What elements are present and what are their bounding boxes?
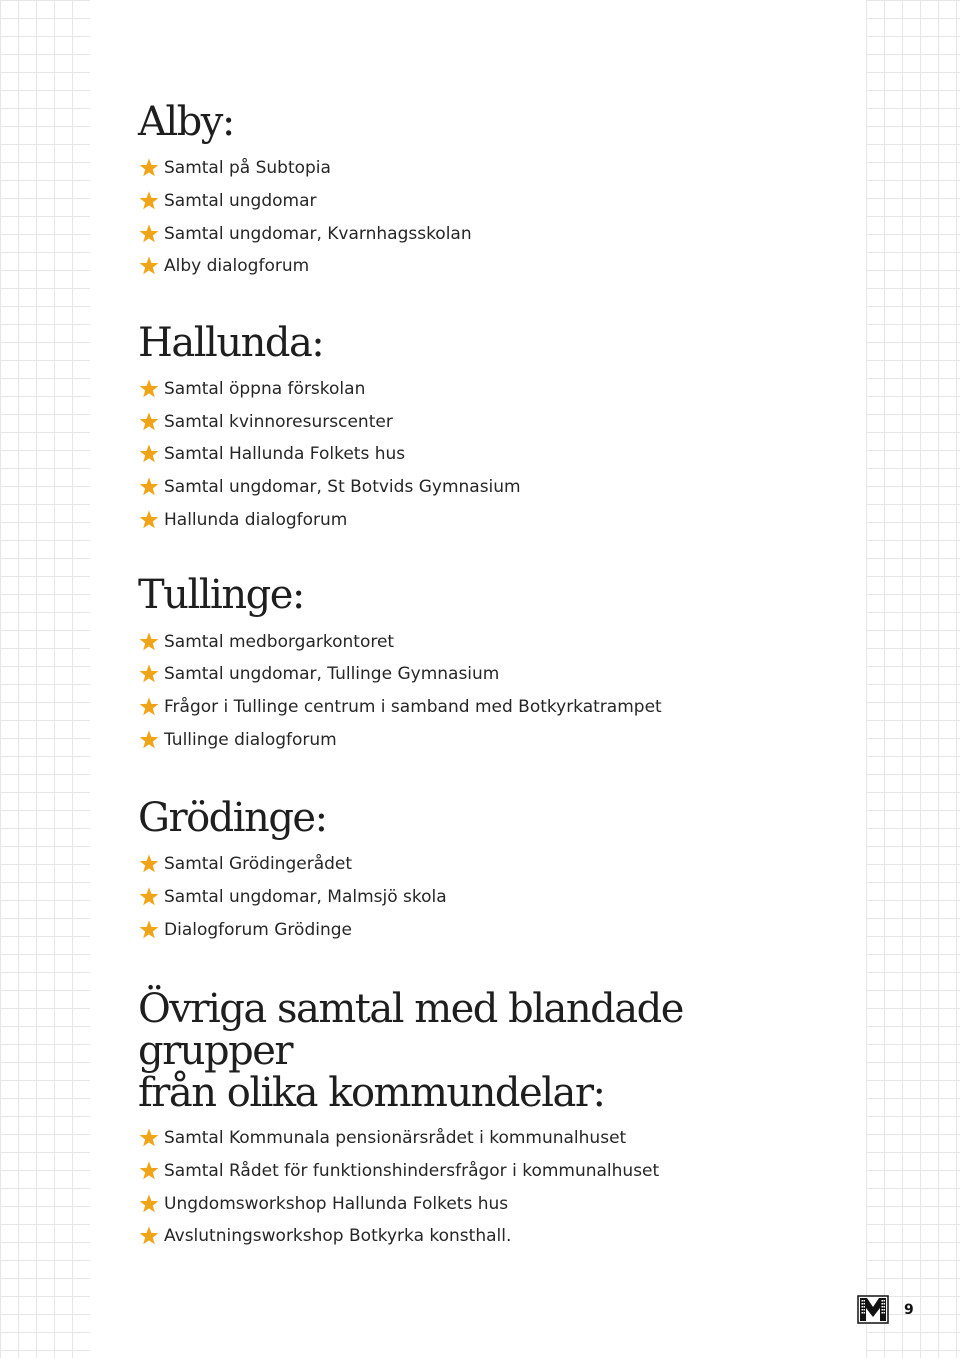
item-label: Samtal på Subtopia (164, 158, 331, 179)
list-item (138, 152, 838, 185)
section-title-alby: Alby: (138, 99, 234, 145)
star-icon (138, 853, 160, 875)
star-icon (138, 631, 160, 653)
section-ovriga (138, 988, 838, 1253)
section-title-grodinge: Grödinge: (138, 794, 327, 841)
page-content (138, 100, 838, 1253)
section-title-tullinge: Tullinge: (138, 572, 304, 619)
section-alby (138, 100, 838, 283)
list-item (138, 1220, 838, 1253)
star-icon (138, 509, 160, 531)
item-label: Frågor i Tullinge centrum i samband med Botkyrkatrampet (164, 696, 662, 717)
star-icon (138, 223, 160, 245)
item-label: Samtal Kommunala pensionärsrådet i kommunalhuset (164, 1128, 627, 1149)
item-list-hallunda (138, 373, 838, 536)
item-label: Samtal öppna förskolan (164, 379, 366, 400)
star-icon (138, 411, 160, 433)
star-icon (138, 1160, 160, 1182)
section-hallunda (138, 321, 838, 536)
list-item (138, 185, 838, 218)
star-icon (138, 1225, 160, 1247)
list-item (138, 1155, 838, 1188)
list-item (138, 691, 838, 724)
list-item (138, 471, 838, 504)
star-icon (138, 886, 160, 908)
star-icon (138, 378, 160, 400)
grid-paper-right (866, 0, 960, 1358)
star-icon (138, 1127, 160, 1149)
star-icon (138, 476, 160, 498)
section-title-line: Övriga samtal med blandade grupper (138, 986, 683, 1074)
list-item (138, 1122, 838, 1155)
list-item (138, 373, 838, 406)
section-title-hallunda: Hallunda: (138, 319, 324, 366)
item-label: Samtal ungdomar, Kvarnhagsskolan (164, 223, 472, 244)
item-label: Samtal ungdomar, St Botvids Gymnasium (164, 477, 521, 498)
list-item (138, 504, 838, 537)
item-label: Hallunda dialogforum (164, 509, 348, 530)
list-item (138, 658, 838, 691)
list-item (138, 723, 838, 756)
list-item (138, 405, 838, 438)
star-icon (138, 729, 160, 751)
item-label: Dialogforum Grödinge (164, 919, 352, 940)
star-icon (138, 663, 160, 685)
list-item (138, 848, 838, 881)
section-tullinge (138, 573, 838, 756)
list-item (138, 881, 838, 914)
item-label: Samtal Rådet för funktionshindersfrågor i kommunalhuset (164, 1161, 660, 1182)
list-item (138, 438, 838, 471)
star-icon (138, 190, 160, 212)
section-grodinge (138, 796, 838, 946)
item-label: Samtal Hallunda Folkets hus (164, 444, 406, 465)
star-icon (138, 919, 160, 941)
star-icon (138, 255, 160, 277)
item-label: Alby dialogforum (164, 256, 310, 277)
section-title-ovriga (138, 988, 838, 1114)
star-icon (138, 157, 160, 179)
list-item (138, 1187, 838, 1220)
item-label: Samtal Grödingerådet (164, 854, 353, 875)
item-label: Ungdomsworkshop Hallunda Folkets hus (164, 1193, 509, 1214)
list-item (138, 913, 838, 946)
item-list-ovriga (138, 1122, 838, 1253)
item-label: Avslutningsworkshop Botkyrka konsthall. (164, 1226, 512, 1247)
list-item (138, 625, 838, 658)
page-number: 9 (904, 1302, 914, 1318)
star-icon (138, 1193, 160, 1215)
section-title-line: från olika kommundelar: (138, 1070, 605, 1116)
item-label: Samtal ungdomar, Tullinge Gymnasium (164, 664, 500, 685)
item-label: Samtal ungdomar, Malmsjö skola (164, 886, 447, 907)
item-label: Tullinge dialogforum (164, 729, 337, 750)
grid-paper-left (0, 0, 90, 1358)
botkyrka-m-logo-icon (857, 1292, 889, 1324)
list-item (138, 217, 838, 250)
item-label: Samtal ungdomar (164, 191, 317, 212)
item-label: Samtal kvinnoresurscenter (164, 411, 393, 432)
item-list-alby (138, 152, 838, 283)
item-label: Samtal medborgarkontoret (164, 631, 395, 652)
item-list-grodinge (138, 848, 838, 946)
list-item (138, 250, 838, 283)
item-list-tullinge (138, 625, 838, 756)
star-icon (138, 696, 160, 718)
star-icon (138, 443, 160, 465)
